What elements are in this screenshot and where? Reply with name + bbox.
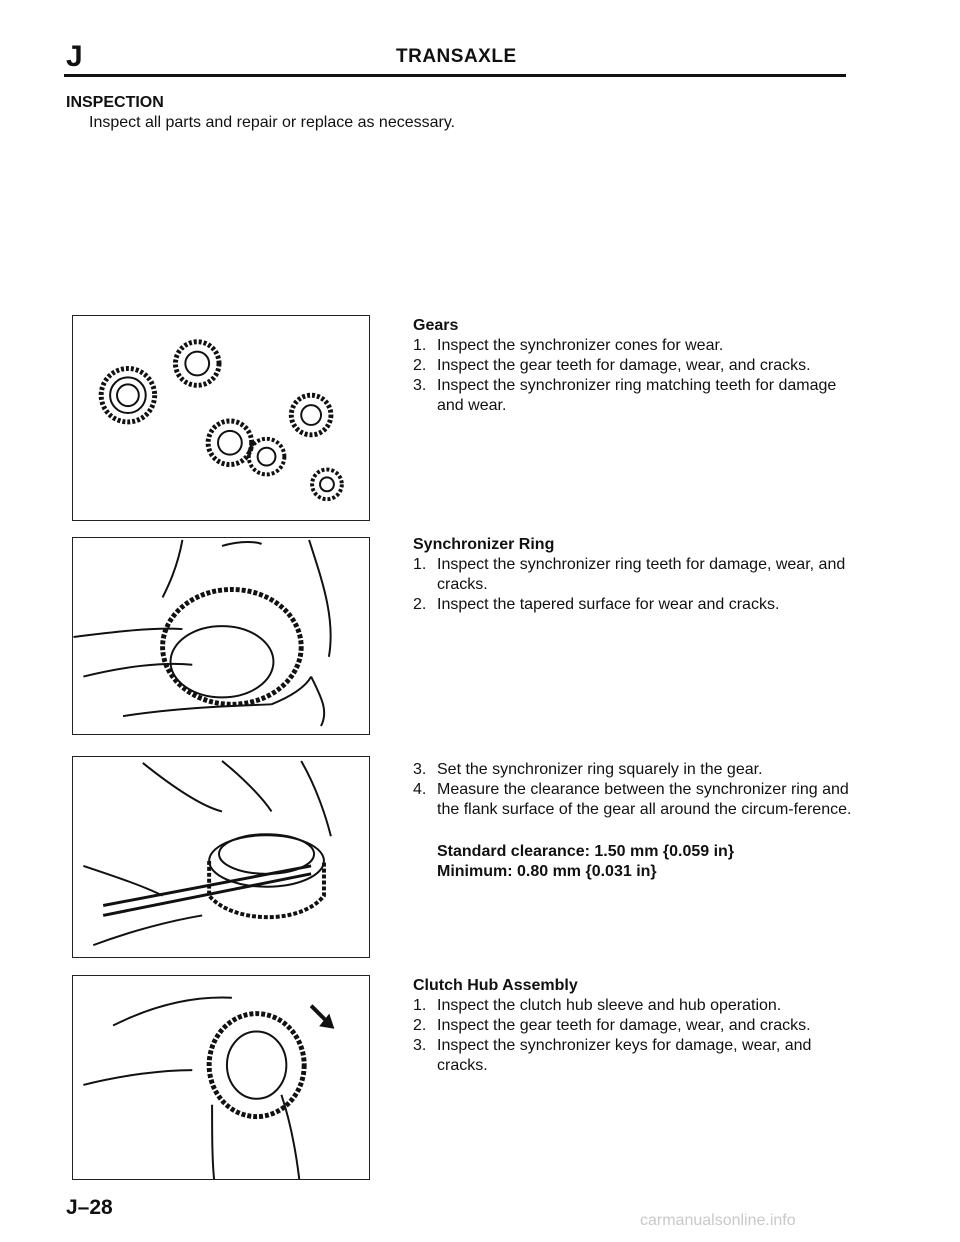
clutch-hub-drawing: [73, 976, 369, 1179]
list-item: 1. Inspect the synchronizer ring teeth for damage, wear, and cracks.: [413, 556, 846, 593]
gears-drawing: [73, 316, 369, 520]
gears-illustration: [72, 315, 370, 521]
inspection-heading: INSPECTION: [66, 94, 164, 111]
list-item: 2. Inspect the gear teeth for damage, wear, and cracks.: [413, 357, 811, 374]
list-item: 1. Inspect the synchronizer cones for wear.: [413, 337, 724, 354]
synchronizer-ring-heading: Synchronizer Ring: [413, 536, 555, 553]
clearance-measurement-drawing: [73, 757, 369, 957]
list-item: 2. Inspect the tapered surface for wear and cracks.: [413, 596, 780, 613]
header-divider: [64, 74, 846, 77]
clutch-hub-heading: Clutch Hub Assembly: [413, 977, 578, 994]
clutch-hub-section: [413, 976, 853, 1076]
gears-section: [413, 316, 853, 416]
clearance-measurement-illustration: [72, 756, 370, 958]
list-item: 2. Inspect the gear teeth for damage, wear, and cracks.: [413, 1017, 811, 1034]
list-item: 3. Inspect the synchronizer ring matching teeth for damage and wear.: [413, 377, 837, 414]
clutch-hub-illustration: [72, 975, 370, 1180]
clearance-section: [413, 760, 853, 882]
minimum-clearance-spec: Minimum: 0.80 mm {0.031 in}: [437, 863, 657, 880]
synchronizer-ring-drawing: [73, 538, 369, 734]
list-item: 3. Set the synchronizer ring squarely in the gear.: [413, 761, 763, 778]
inspection-intro: Inspect all parts and repair or replace as necessary.: [89, 114, 456, 131]
list-item: 4. Measure the clearance between the synchronizer ring and the flank surface of the gear all around the circum-ference.: [413, 781, 852, 818]
page-number: J–28: [66, 1196, 113, 1219]
gears-heading: Gears: [413, 317, 459, 334]
list-item: 3. Inspect the synchronizer keys for damage, wear, and cracks.: [413, 1037, 812, 1074]
synchronizer-ring-section: [413, 535, 853, 615]
section-letter: J: [66, 40, 83, 73]
watermark: carmanualsonline.info: [640, 1212, 796, 1229]
standard-clearance-spec: Standard clearance: 1.50 mm {0.059 in}: [437, 843, 735, 860]
page-title: TRANSAXLE: [396, 46, 517, 67]
synchronizer-ring-illustration: [72, 537, 370, 735]
list-item: 1. Inspect the clutch hub sleeve and hub operation.: [413, 997, 782, 1014]
